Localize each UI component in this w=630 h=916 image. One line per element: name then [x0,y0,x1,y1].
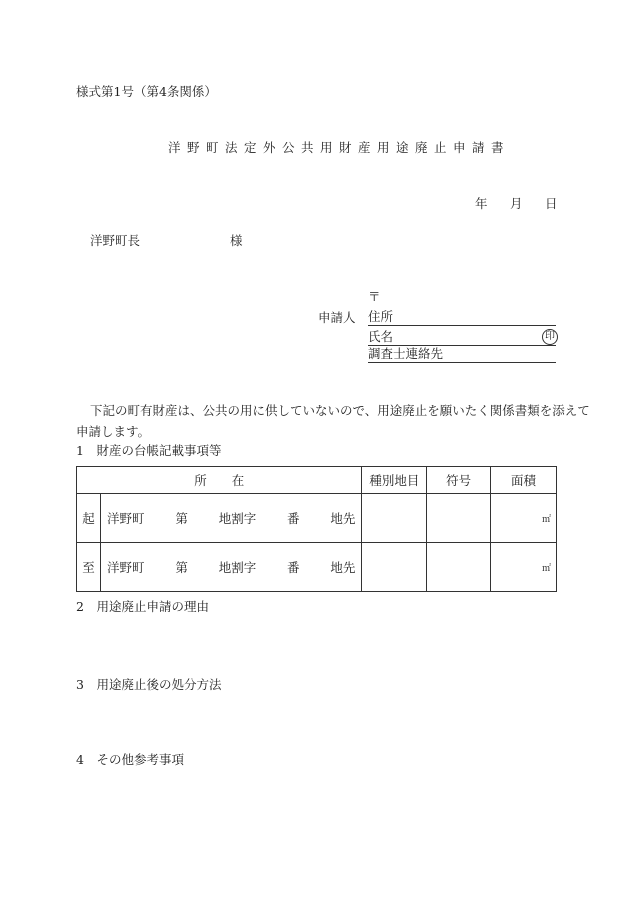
row-label: 至 [77,543,101,592]
town: 洋野町 [106,511,145,526]
code-cell[interactable] [427,543,491,592]
address-label: 住所 [368,309,394,324]
ban: 番 [287,511,300,526]
table-row-start [77,494,557,543]
header-location: 所 在 [77,467,362,494]
land-type-cell[interactable] [362,543,427,592]
date-year: 年 [475,196,488,211]
seal-mark: 印 [542,329,558,345]
name-label: 氏名 [368,329,394,344]
location-cell[interactable] [100,543,361,592]
surveyor-contact-label: 調査士連絡先 [368,346,444,361]
form-number: 様式第1号（第4条関係） [76,84,217,99]
chisaki: 地先 [330,560,356,575]
addressee-honorific: 様 [230,233,243,248]
header-code: 符号 [427,467,491,494]
table-row-end [77,543,557,592]
land-type-cell[interactable] [362,494,427,543]
chisaki: 地先 [330,511,356,526]
property-table [76,466,557,592]
header-area: 面積 [491,467,557,494]
area-cell[interactable]: ㎡ [491,494,557,543]
town: 洋野町 [106,560,145,575]
section-4-heading: 4 その他参考事項 [76,752,184,767]
addressee-name: 洋野町長 [90,233,141,248]
section-2-heading: 2 用途廃止申請の理由 [76,599,209,614]
chiwari: 地割字 [218,511,257,526]
date-day: 日 [545,196,558,211]
chiwari: 地割字 [218,560,257,575]
date-month: 月 [510,196,523,211]
row-label: 起 [77,494,101,543]
address-field[interactable] [368,309,556,326]
table-header-row [77,467,557,494]
dai: 第 [175,560,188,575]
header-land-type: 種別地目 [362,467,427,494]
ban: 番 [287,560,300,575]
section-3-heading: 3 用途廃止後の処分方法 [76,677,222,692]
body-line-2: 申請します。 [76,424,151,439]
applicant-label: 申請人 [318,310,356,325]
name-field[interactable] [368,329,556,346]
surveyor-contact-field[interactable] [368,346,556,363]
section-1-heading: 1 財産の台帳記載事項等 [76,443,222,458]
body-line-1: 下記の町有財産は、公共の用に供していないので、用途廃止を願いたく関係書類を添えて [90,403,590,418]
location-cell[interactable] [100,494,361,543]
code-cell[interactable] [427,494,491,543]
document-title: 洋野町法定外公共用財産用途廃止申請書 [168,140,511,155]
dai: 第 [175,511,188,526]
area-cell[interactable]: ㎡ [491,543,557,592]
postal-mark: 〒 [368,289,381,304]
